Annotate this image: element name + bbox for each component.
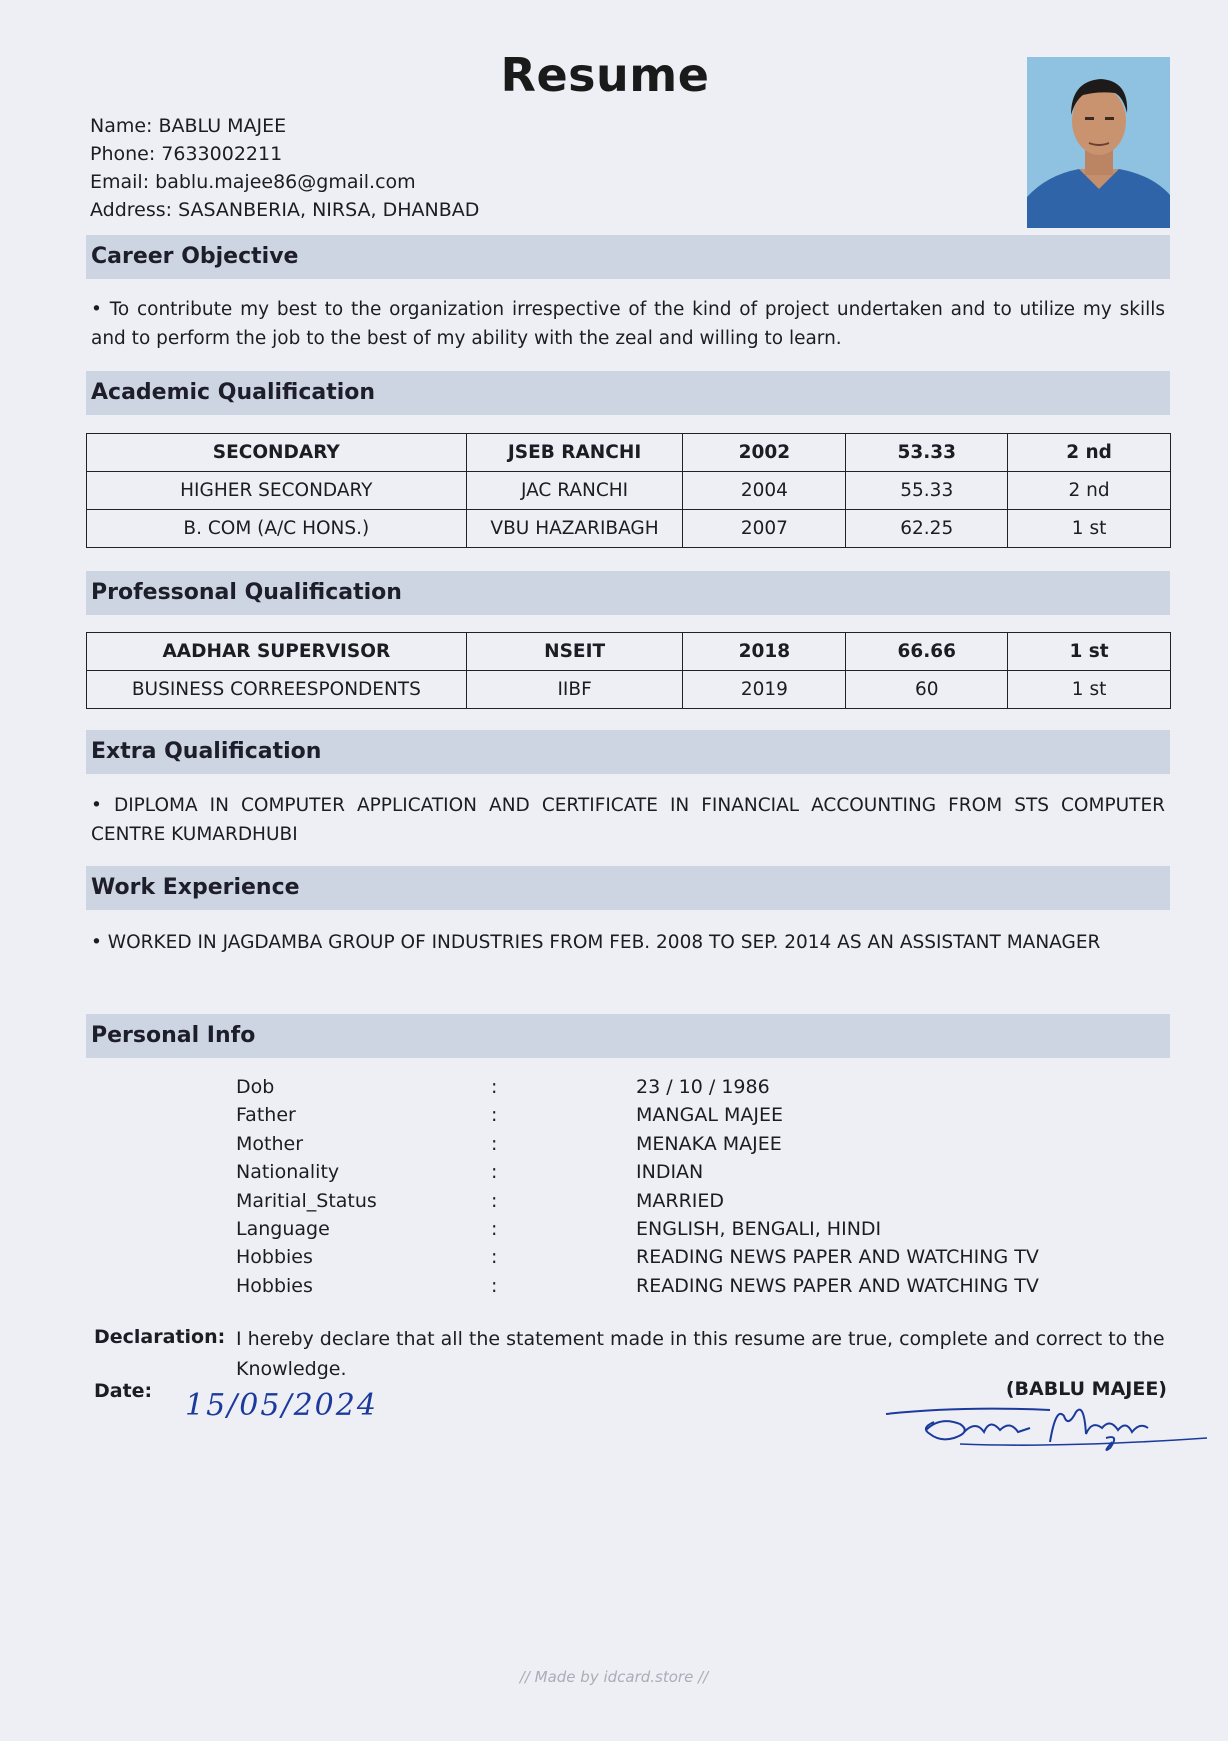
table-cell: 2018 xyxy=(683,633,846,671)
table-cell: 62.25 xyxy=(846,510,1008,548)
section-band-professional xyxy=(86,571,1170,615)
table-cell: 1 st xyxy=(1008,671,1171,709)
table-cell: 2019 xyxy=(683,671,846,709)
signatory-name: (BABLU MAJEE) xyxy=(1005,1378,1167,1400)
separator: : xyxy=(491,1104,498,1127)
table-cell: 66.66 xyxy=(846,633,1008,671)
declaration-text: I hereby declare that all the statement made in this resume are true, complete and correct to the Knowledge. xyxy=(236,1328,1165,1380)
personal-value: 23 / 10 / 1986 xyxy=(636,1076,770,1098)
personal-label: Dob xyxy=(236,1076,275,1098)
section-band-academic xyxy=(86,371,1170,415)
personal-label: Nationality xyxy=(236,1161,340,1184)
personal-value: MARRIED xyxy=(636,1189,725,1212)
table-cell: 1 st xyxy=(1008,510,1171,548)
academic-table xyxy=(86,433,1171,548)
table-cell: SECONDARY xyxy=(87,434,467,472)
table-cell: JSEB RANCHI xyxy=(466,434,683,472)
personal-value: READING NEWS PAPER AND WATCHING TV xyxy=(636,1274,1039,1297)
table-cell: BUSINESS CORREESPONDENTS xyxy=(87,671,467,709)
table-row xyxy=(87,510,1171,548)
declaration-label: Declaration: xyxy=(94,1326,226,1348)
separator: : xyxy=(491,1132,498,1155)
signature xyxy=(880,1398,1210,1478)
personal-separators xyxy=(491,1073,497,1300)
table-row xyxy=(87,671,1171,709)
personal-value: MENAKA MAJEE xyxy=(636,1132,782,1155)
career-text: • To contribute my best to the organization irrespective of the kind of project undertaken and to utilize my skills and to perform the job to the best of my ability with the zeal and willing to learn. xyxy=(91,299,1165,349)
contact-address: Address: SASANBERIA, NIRSA, DHANBAD xyxy=(90,199,480,221)
contact-phone: Phone: 7633002211 xyxy=(90,143,283,165)
personal-label: Maritial_Status xyxy=(236,1189,377,1212)
contact-name: Name: BABLU MAJEE xyxy=(90,115,287,137)
separator: : xyxy=(491,1246,498,1269)
personal-values xyxy=(636,1073,1039,1300)
footer-watermark: // Made by idcard.store // xyxy=(519,1668,709,1686)
table-cell: 55.33 xyxy=(846,472,1008,510)
academic-heading: Academic Qualification xyxy=(91,380,376,405)
table-cell: JAC RANCHI xyxy=(466,472,683,510)
professional-heading: Professonal Qualification xyxy=(91,580,402,605)
section-band-work xyxy=(86,866,1170,910)
table-cell: 2002 xyxy=(683,434,846,472)
personal-label: Hobbies xyxy=(236,1246,313,1269)
section-band-career xyxy=(86,235,1170,279)
career-heading: Career Objective xyxy=(91,244,299,269)
section-band-personal xyxy=(86,1014,1170,1058)
personal-heading: Personal Info xyxy=(91,1023,256,1048)
table-cell: IIBF xyxy=(466,671,683,709)
table-cell: B. COM (A/C HONS.) xyxy=(87,510,467,548)
personal-labels xyxy=(236,1073,377,1300)
table-cell: 2 nd xyxy=(1008,434,1171,472)
separator: : xyxy=(491,1274,498,1297)
table-cell: HIGHER SECONDARY xyxy=(87,472,467,510)
personal-value: ENGLISH, BENGALI, HINDI xyxy=(636,1218,882,1241)
personal-value: READING NEWS PAPER AND WATCHING TV xyxy=(636,1246,1039,1269)
work-heading: Work Experience xyxy=(91,875,300,900)
table-cell: 53.33 xyxy=(846,434,1008,472)
contact-email: Email: bablu.majee86@gmail.com xyxy=(90,171,416,193)
table-cell: 2004 xyxy=(683,472,846,510)
extra-text: • DIPLOMA IN COMPUTER APPLICATION AND CERTIFICATE IN FINANCIAL ACCOUNTING FROM STS COMPUTER CENTRE KUMARDHUBI xyxy=(91,795,1165,845)
date-label: Date: xyxy=(94,1380,153,1402)
separator: : xyxy=(491,1218,498,1241)
table-cell: 60 xyxy=(846,671,1008,709)
handwritten-date: 15/05/2024 xyxy=(185,1388,378,1423)
personal-label: Father xyxy=(236,1104,296,1127)
table-cell: AADHAR SUPERVISOR xyxy=(87,633,467,671)
personal-label: Hobbies xyxy=(236,1274,313,1297)
table-row xyxy=(87,633,1171,671)
personal-value: MANGAL MAJEE xyxy=(636,1104,783,1127)
separator: : xyxy=(491,1076,498,1098)
separator: : xyxy=(491,1189,498,1212)
table-cell: 1 st xyxy=(1008,633,1171,671)
table-cell: NSEIT xyxy=(466,633,683,671)
section-band-extra xyxy=(86,730,1170,774)
work-text: • WORKED IN JAGDAMBA GROUP OF INDUSTRIES FROM FEB. 2008 TO SEP. 2014 AS AN ASSISTANT MANAGER xyxy=(91,932,1101,953)
table-cell: 2 nd xyxy=(1008,472,1171,510)
table-row xyxy=(87,434,1171,472)
table-row xyxy=(87,472,1171,510)
table-cell: VBU HAZARIBAGH xyxy=(466,510,683,548)
personal-label: Mother xyxy=(236,1132,304,1155)
table-cell: 2007 xyxy=(683,510,846,548)
contact-block xyxy=(90,112,479,224)
personal-label: Language xyxy=(236,1218,330,1241)
page-title: Resume xyxy=(500,48,710,102)
separator: : xyxy=(491,1161,498,1184)
professional-table xyxy=(86,632,1171,709)
extra-heading: Extra Qualification xyxy=(91,739,322,764)
personal-value: INDIAN xyxy=(636,1161,704,1184)
profile-photo xyxy=(1027,57,1170,228)
